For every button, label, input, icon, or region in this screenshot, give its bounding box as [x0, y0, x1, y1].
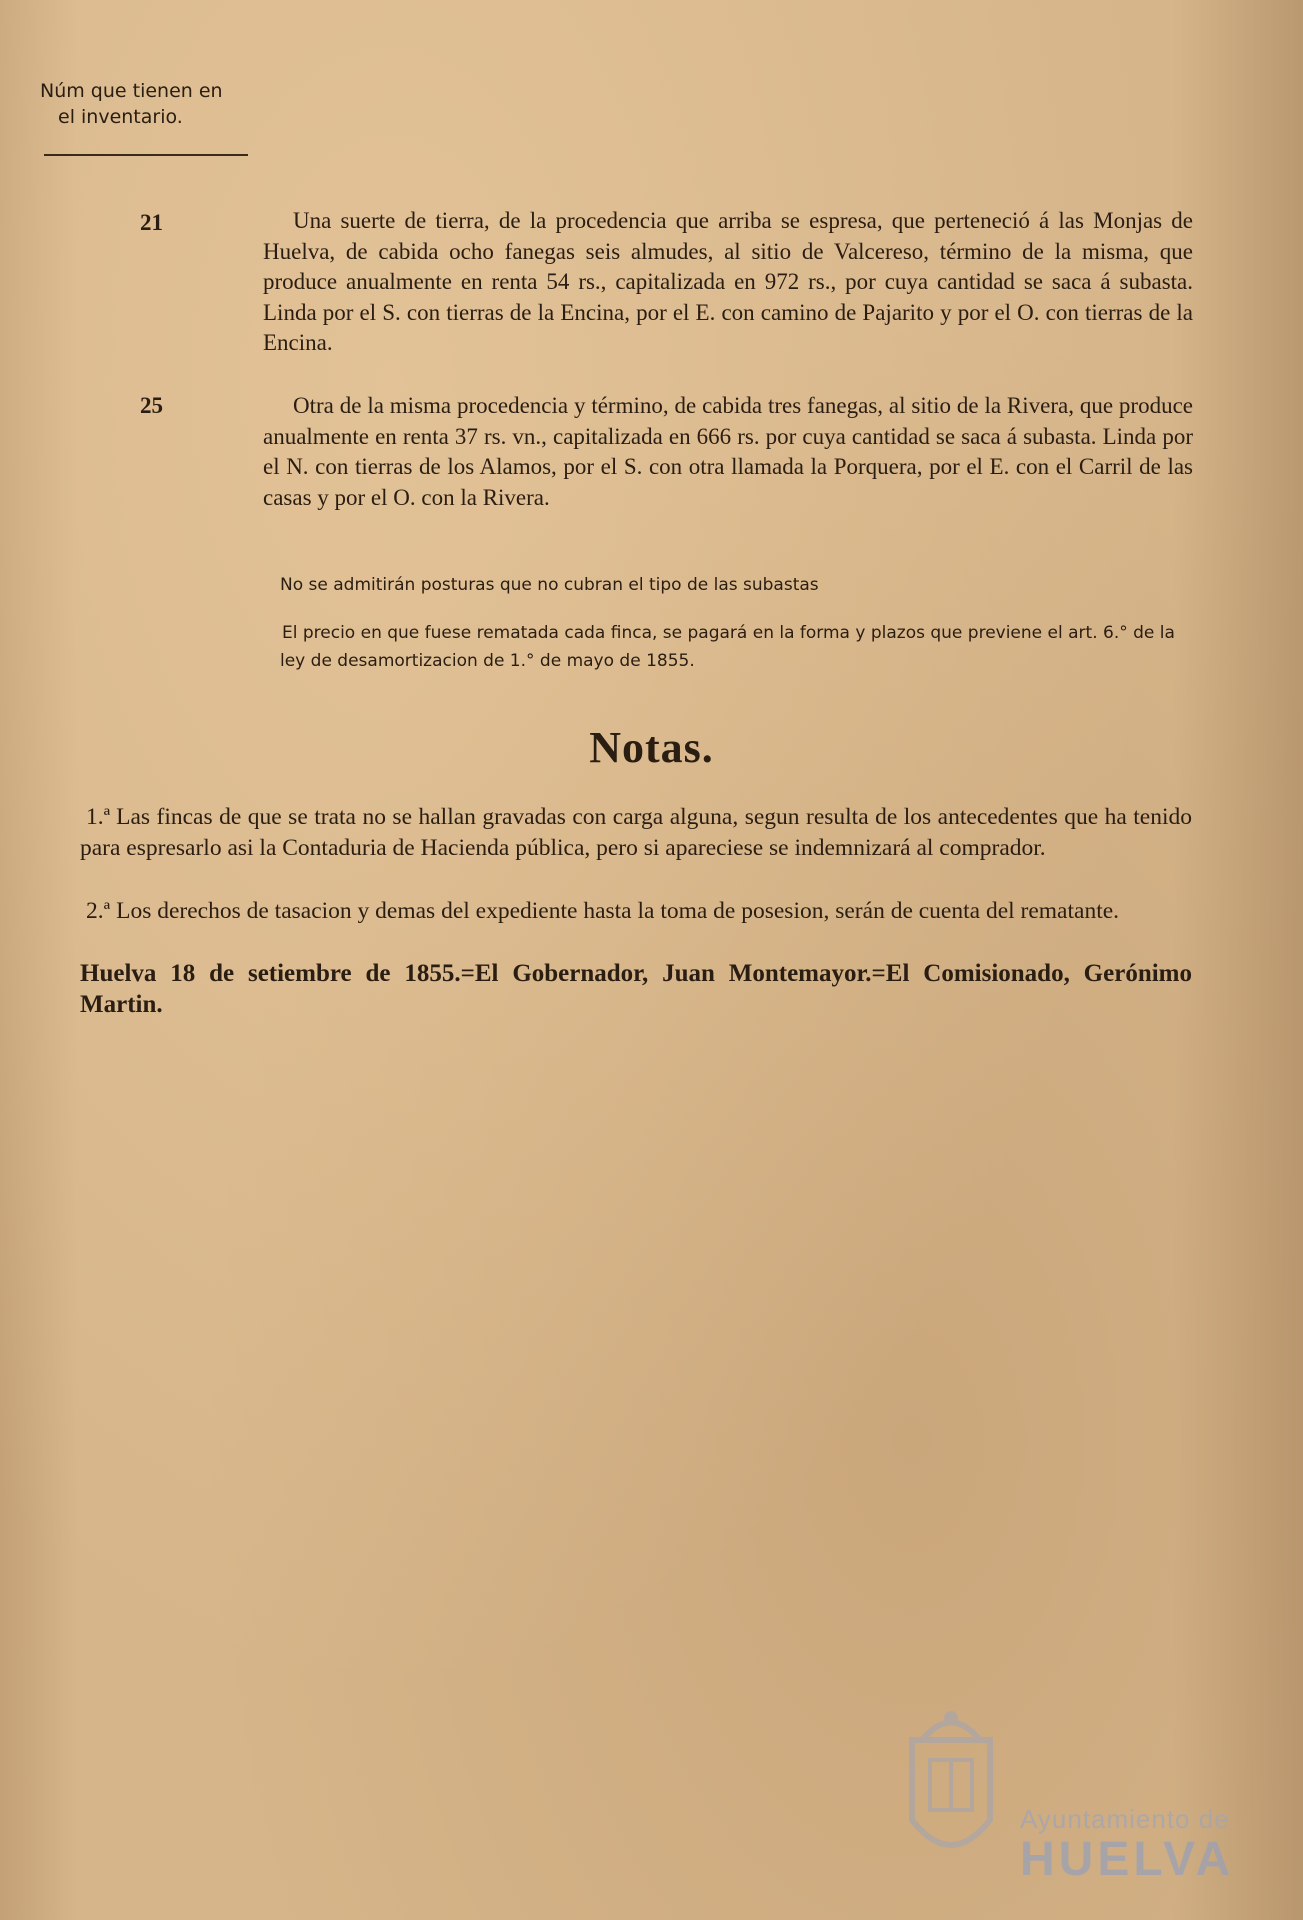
archive-watermark — [892, 1700, 1235, 1890]
column-rule — [44, 154, 248, 156]
posturas-notice: No se admitirán posturas que no cubran el tipo de las subastas — [280, 575, 819, 595]
notas-title: Notas. — [589, 723, 714, 772]
item-description: Otra de la misma procedencia y término, de cabida tres fanegas, al sitio de la Rivera, que produce anualmente en renta 37 rs. vn., capitalizada en 666 rs. por cuya cantidad se saca á subasta. Linda por el N. con tierras de los Alamos, por el S. con otra llamada la Porquera, por el E. con el Carril de las casas y por el O. con la Rivera. — [263, 393, 1193, 510]
item-number: 21 — [140, 210, 163, 235]
column-label-line2: el inventario. — [58, 106, 183, 128]
inventory-column-header — [40, 78, 223, 130]
signature-line: Huelva 18 de setiembre de 1855.=El Gobernador, Juan Montemayor.=El Comisionado, Gerónimo Martin. — [80, 960, 1192, 1018]
nota-mark: 2.ª — [86, 898, 111, 924]
precio-notice: El precio en que fuese rematada cada finca, se pagará en la forma y plazos que previene el art. 6.° de la ley de desamortizacion de 1.° de mayo de 1855. — [280, 623, 1175, 671]
column-label-line1: Núm que tienen en — [40, 80, 223, 102]
nota-item — [80, 896, 1192, 927]
item-number: 25 — [140, 393, 163, 418]
nota-text: Las fincas de que se trata no se hallan gravadas con carga alguna, segun resulta de los antecedentes que ha tenido para espresarlo asi la Contaduria de Hacienda pública, pero si apareciese se indemnizará al comprador. — [80, 804, 1192, 861]
city-crest-icon — [892, 1700, 1010, 1880]
watermark-city: HUELVA — [1020, 1833, 1235, 1886]
nota-text: Los derechos de tasacion y demas del expediente hasta la toma de posesion, serán de cuenta del rematante. — [116, 898, 1120, 924]
item-description: Una suerte de tierra, de la procedencia que arriba se espresa, que perteneció á las Monjas de Huelva, de cabida ocho fanegas seis almudes, al sitio de Valcereso, término de la misma, que produce anualmente en renta 54 rs., capitalizada en 972 rs., por cuya cantidad se saca á subasta. Linda por el S. con tierras de la Encina, por el E. con camino de Pajarito y por el O. con tierras de la Encina. — [263, 208, 1193, 355]
nota-mark: 1.ª — [86, 804, 111, 830]
watermark-org: Ayuntamiento de — [1020, 1804, 1230, 1834]
nota-item — [80, 802, 1192, 864]
